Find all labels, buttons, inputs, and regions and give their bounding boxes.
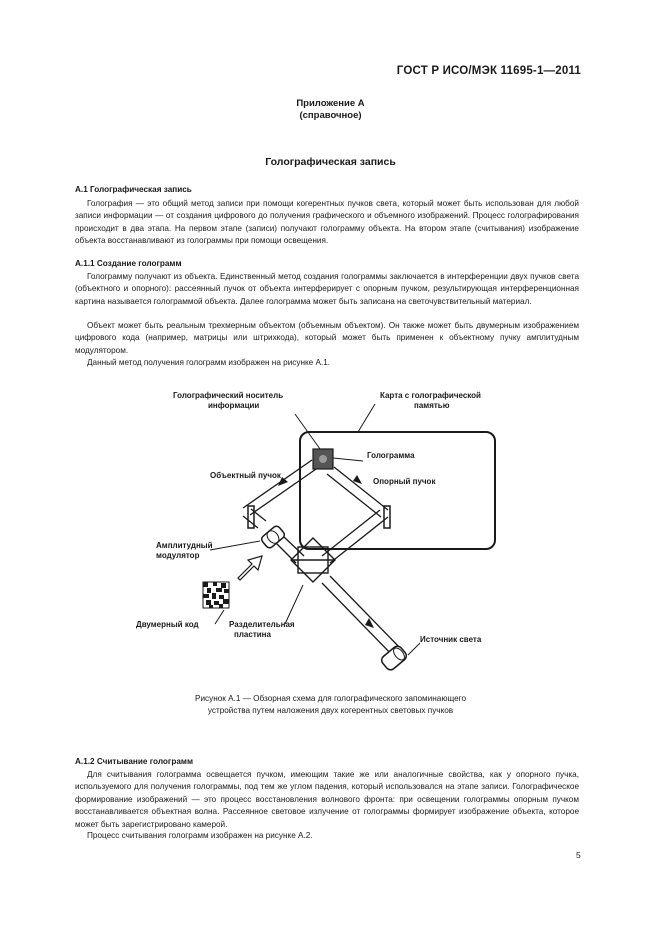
label-holo-medium-2: информации: [208, 401, 260, 410]
section-a11-heading: А.1.1 Создание голограмм: [75, 259, 182, 268]
section-a12-paragraph-1: Для считывания голограмма освещается пучком, имеющим такие же или аналогичные свойства, как у опорного пучка, используемого для получения голограммы, под тем же углом падения, который использовался на этапе записи. Голографическое формирование изображений — это процесс восстановления волнового фронта: при освещении голограммы опорным пучком восстанавливается объектная волна. Рассеянное световое излучение от голограммы формирует изображение объекта, которое может быть зарегистрировано камерой.: [75, 770, 579, 829]
label-holo-medium-1: Голографический носитель: [173, 391, 284, 400]
label-modulator-2: модулятор: [156, 551, 200, 560]
two-dimensional-code: [203, 582, 229, 608]
standard-header: ГОСТ Р ИСО/МЭК 11695-1—2011: [396, 65, 581, 77]
label-splitter-2: пластина: [234, 630, 271, 639]
label-splitter-1: Разделительная: [229, 620, 295, 629]
leader-lines: [210, 404, 420, 655]
label-modulator-1: Амплитудный: [156, 541, 213, 550]
section-a11-paragraph-2: Объект может быть реальным трехмерным объектом (объемным объектом). Он также может быть двумерным изображением цифрового кода (например, матрицы или штрихкода), который может быть применен к объектному пучку амплитудным модулятором.: [75, 321, 579, 355]
code-to-modulator-arrow: [238, 556, 262, 580]
section-a11-paragraph-1: Голограмму получают из объекта. Единственный метод создания голограммы заключается в интерференции двух пучков света (объектного и опорного): рассеянный пучок от объекта интерферирует с опорным пучком, результирующая интерференционная картина называется голограммой объекта. Далее голограмма может быть записана на светочувствительный материал.: [75, 272, 579, 306]
beam-splitter: [291, 538, 335, 582]
figure-caption-line-2: устройства путем наложения двух когерентных световых пучков: [207, 706, 454, 715]
section-a12-paragraph-2: Процесс считывания голограмм изображен на рисунке А.2.: [87, 831, 313, 840]
label-light-source: Источник света: [420, 635, 482, 644]
amplitude-modulator: [260, 525, 286, 550]
section-a1-paragraph: Голография — это общий метод записи при помощи когерентных пучков света, который может быть использован для любой записи информации — от создания цифрового до получения графического и объемного изображений. Процесс голографирования происходит в два этапа. На первом этапе (записи) получают голограмму объекта. На втором этапе (считывания) изображение объекта восстанавливают из голограммы при помощи освещения.: [75, 199, 579, 246]
hologram-spot: [319, 455, 327, 463]
label-object-beam: Объектный пучок: [210, 471, 281, 480]
annex-subtitle: (справочное): [299, 110, 362, 121]
label-2d-code: Двумерный код: [136, 620, 199, 629]
label-card-2: памятью: [414, 401, 450, 410]
page-number: 5: [576, 850, 581, 860]
section-a11-paragraph-3: Данный метод получения голограмм изображен на рисунке А.1.: [87, 358, 331, 367]
section-a12-heading: А.1.2 Считывание голограмм: [75, 757, 193, 766]
figure-caption-line-1: Рисунок А.1 — Обзорная схема для голографического запоминающего: [194, 694, 467, 703]
section-a1-heading: А.1 Голографическая запись: [75, 185, 192, 194]
annex-title: Приложение А: [296, 98, 365, 109]
label-hologram: Голограмма: [367, 451, 415, 460]
label-reference-beam: Опорный пучок: [373, 477, 436, 486]
main-title: Голографическая запись: [265, 156, 396, 168]
label-card-1: Карта с голографической: [380, 391, 481, 400]
figure-a1-diagram: [120, 380, 520, 680]
figure-caption: [0, 693, 661, 717]
light-source: [380, 644, 409, 672]
